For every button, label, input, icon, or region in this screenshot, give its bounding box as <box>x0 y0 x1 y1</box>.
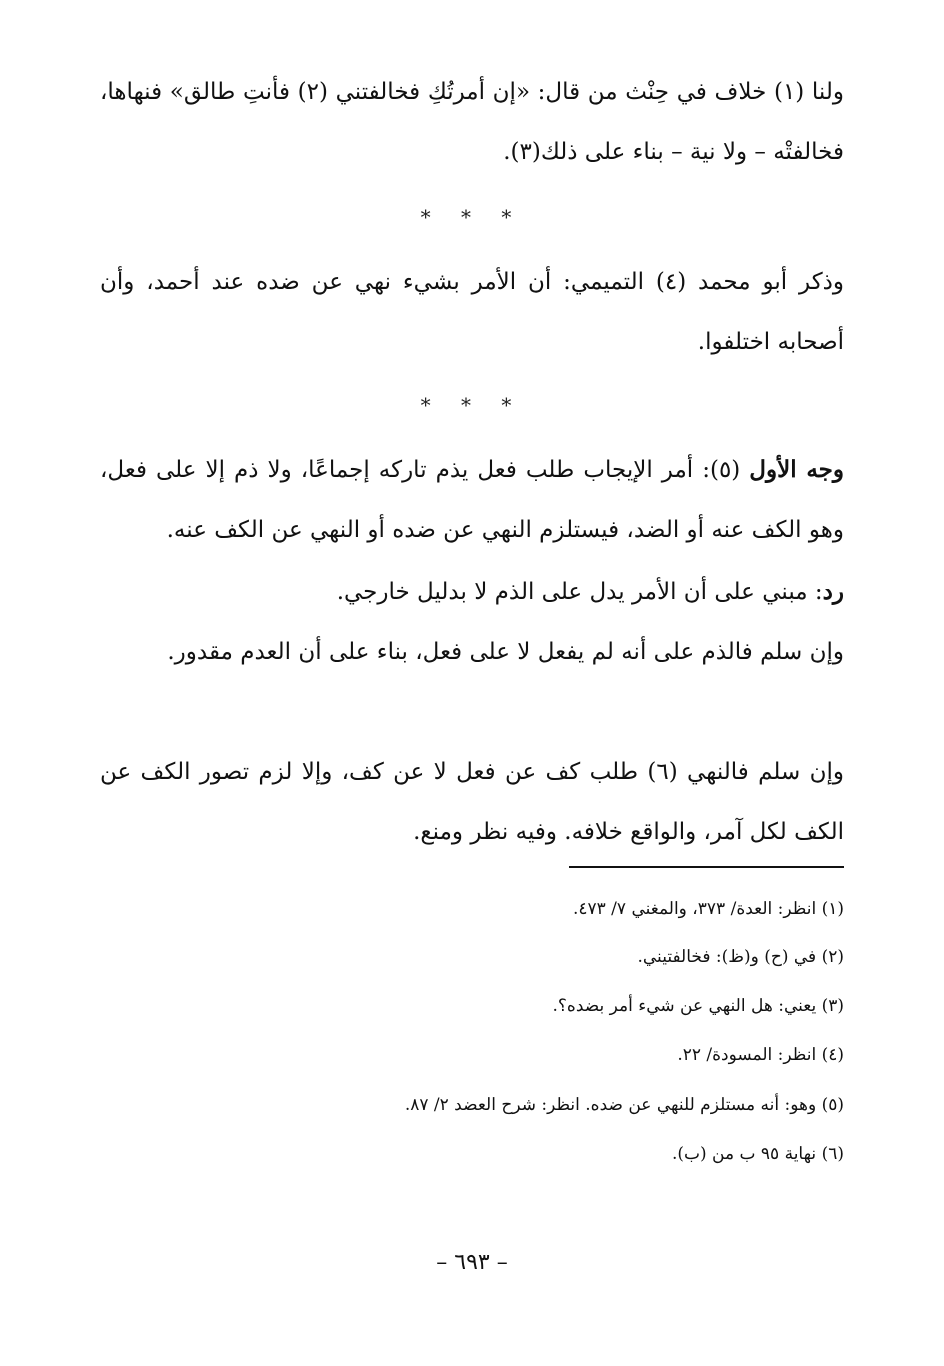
paragraph-4-body: : مبني على أن الأمر يدل على الذم لا بدليل خارجي. <box>336 579 823 605</box>
paragraph-1: ولنا (١) خلاف في حِنْث من قال: «إن أمرتُكِ فخالفتني (٢) فأنتِ طالق» فنهاها، فخالفتْه – ولا نية – بناء على ذلك(٣). <box>100 79 844 165</box>
footnote-3: (٣) يعني: هل النهي عن شيء أمر بضده؟. <box>552 996 844 1016</box>
section-separator-2: * * * <box>420 393 524 417</box>
footnote-4: (٤) انظر: المسودة/ ٢٢. <box>677 1045 844 1065</box>
footnote-divider <box>569 866 844 868</box>
section-separator-1: * * * <box>420 205 524 229</box>
paragraph-2: وذكر أبو محمد (٤) التميمي: أن الأمر بشيء نهي عن ضده عند أحمد، وأن أصحابه اختلفوا. <box>100 269 844 355</box>
paragraph-5: وإن سلم فالذم على أنه لم يفعل لا على فعل، بناء على أن العدم مقدور. <box>167 639 844 665</box>
footnote-1: (١) انظر: العدة/ ٣٧٣، والمغني ٧/ ٤٧٣. <box>572 899 844 919</box>
paragraph-3-body: (٥): أمر الإيجاب طلب فعل يذم تاركه إجماعًا، ولا ذم إلا على فعل، وهو الكف عنه أو الضد، فيستلزم النهي عن ضده أو النهي عن الكف عنه. <box>100 457 844 543</box>
footnote-2: (٢) في (ح) و(ظ): فخالفتيني. <box>637 947 844 967</box>
paragraph-3 <box>100 440 844 560</box>
footnote-5: (٥) وهو: أنه مستلزم للنهي عن ضده. انظر: شرح العضد ٢/ ٨٧. <box>404 1095 844 1115</box>
footnote-6: (٦) نهاية ٩٥ ب من (ب). <box>671 1144 844 1164</box>
paragraph-6: وإن سلم فالنهي (٦) طلب كف عن فعل لا عن كف، وإلا لزم تصور الكف عن الكف لكل آمر، والواقع خلافه. وفيه نظر ومنع. <box>100 759 844 845</box>
paragraph-3-heading: وجه الأول <box>749 456 844 483</box>
page-number: – ٦٩٣ – <box>436 1250 508 1275</box>
paragraph-4 <box>100 562 844 622</box>
paragraph-4-heading: رد <box>822 578 844 605</box>
